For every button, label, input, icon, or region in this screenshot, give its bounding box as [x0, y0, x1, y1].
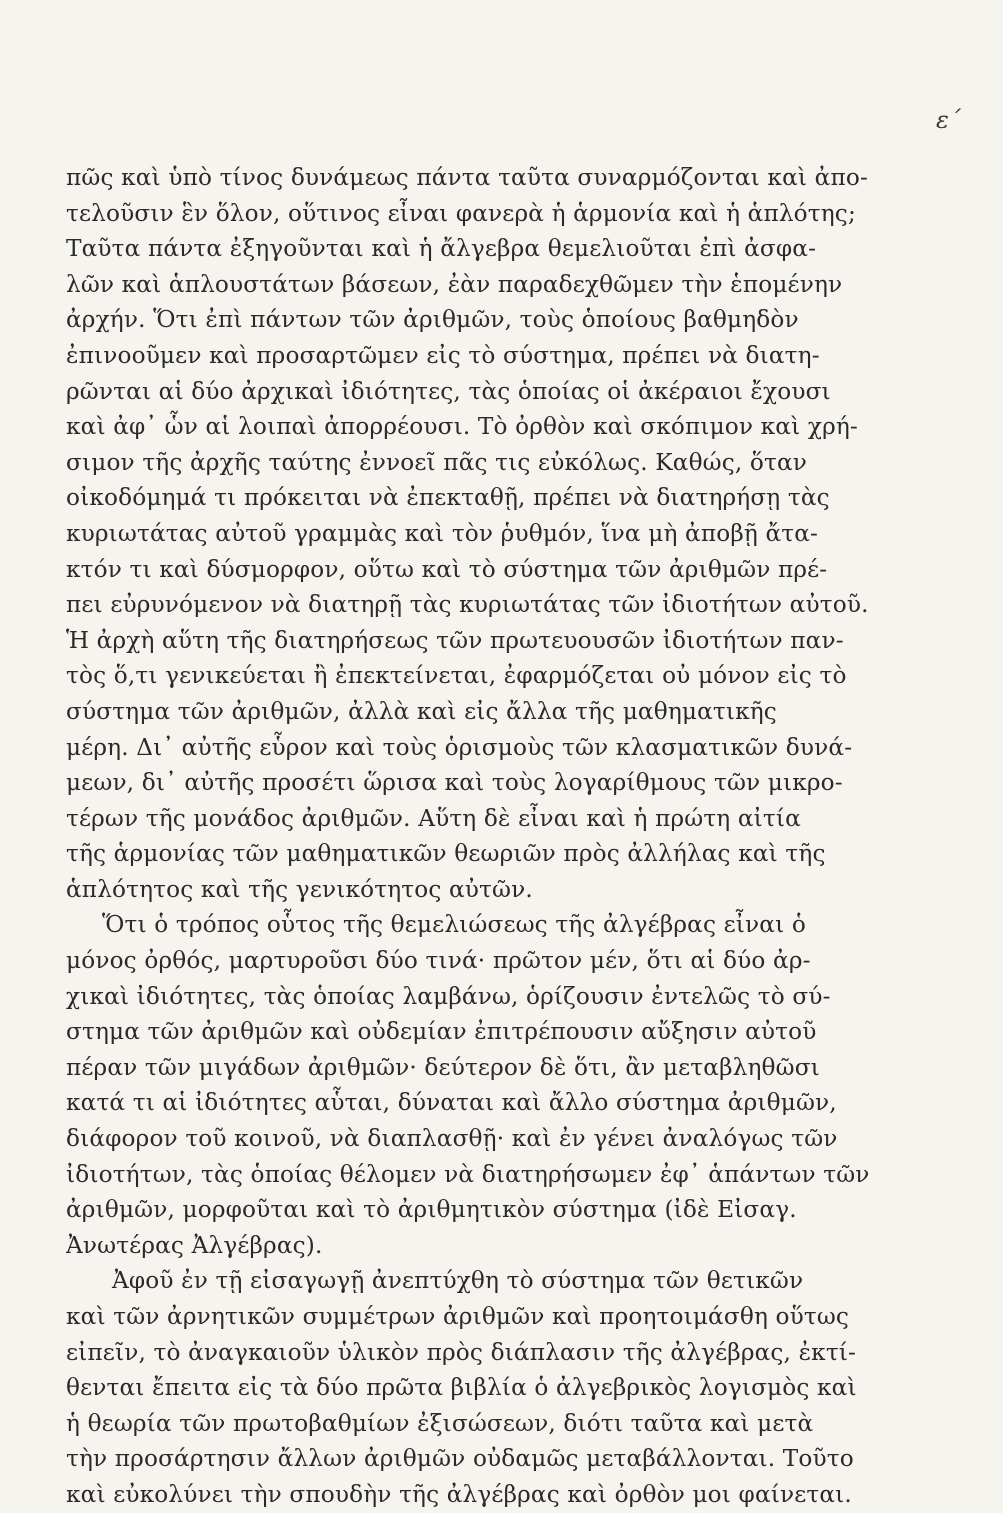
text-line: ρῶνται αἱ δύο ἀρχικαὶ ἰδιότητες, τὰς ὁποίας οἱ ἀκέραιοι ἔχουσι	[66, 377, 831, 405]
text-line: τελοῦσιν ἓν ὅλον, οὕτινος εἶναι φανερὰ ἡ ἁρμονία καὶ ἡ ἁπλότης;	[66, 199, 856, 227]
paragraph-start-line: Ἀφοῦ ἐν τῇ εἰσαγωγῇ ἀνεπτύχθη τὸ σύστημα τῶν θετικῶν	[112, 1267, 804, 1295]
text-line: οἰκοδόμημά τι πρόκειται νὰ ἐπεκταθῇ, πρέπει νὰ διατηρήσῃ τὰς	[66, 484, 830, 512]
text-line: κτόν τι καὶ δύσμορφον, οὕτω καὶ τὸ σύστημα τῶν ἀριθμῶν πρέ-	[66, 555, 828, 583]
text-line: ἰδιοτήτων, τὰς ὁποίας θέλομεν νὰ διατηρήσωμεν ἐφ᾽ ἁπάντων τῶν	[66, 1160, 870, 1188]
text-line: εἰπεῖν, τὸ ἀναγκαιοῦν ὑλικὸν πρὸς διάπλασιν τῆς ἀλγέβρας, ἐκτί-	[66, 1338, 857, 1366]
text-line: ἁπλότητος καὶ τῆς γενικότητος αὐτῶν.	[66, 875, 533, 903]
text-line: θενται ἔπειτα εἰς τὰ δύο πρῶτα βιβλία ὁ ἀλγεβρικὸς λογισμὸς καὶ	[66, 1374, 857, 1402]
text-line: ἡ θεωρία τῶν πρωτοβαθμίων ἐξισώσεων, διότι ταῦτα καὶ μετὰ	[66, 1409, 814, 1437]
text-line: κυριωτάτας αὐτοῦ γραμμὰς καὶ τὸν ῥυθμόν, ἵνα μὴ ἀποβῇ ἄτα-	[66, 519, 819, 547]
text-line: ἀρχήν. Ὅτι ἐπὶ πάντων τῶν ἀριθμῶν, τοὺς ὁποίους βαθμηδὸν	[66, 306, 799, 334]
text-line: χικαὶ ἰδιότητες, τὰς ὁποίας λαμβάνω, ὁρίζουσιν ἐντελῶς τὸ σύ-	[66, 982, 831, 1010]
text-line: τὸς ὅ,τι γενικεύεται ἢ ἐπεκτείνεται, ἐφαρμόζεται οὐ μόνον εἰς τὸ	[66, 662, 847, 690]
text-line: κατά τι αἱ ἰδιότητες αὗται, δύναται καὶ ἄλλο σύστημα ἀριθμῶν,	[66, 1089, 837, 1117]
text-line: πέραν τῶν μιγάδων ἀριθμῶν· δεύτερον δὲ ὅτι, ἂν μεταβληθῶσι	[66, 1053, 820, 1081]
text-line: τὴν προσάρτησιν ἄλλων ἀριθμῶν οὐδαμῶς μεταβάλλονται. Τοῦτο	[66, 1445, 854, 1473]
text-line: Ταῦτα πάντα ἐξηγοῦνται καὶ ἡ ἄλγεβρα θεμελιοῦται ἐπὶ ἀσφα-	[66, 235, 817, 263]
text-line: λῶν καὶ ἁπλουστάτων βάσεων, ἐὰν παραδεχθῶμεν τὴν ἑπομένην	[66, 270, 843, 298]
page-number: ε΄	[936, 106, 961, 134]
text-line: Ἀνωτέρας Ἀλγέβρας).	[66, 1231, 323, 1259]
text-line: πει εὐρυνόμενον νὰ διατηρῇ τὰς κυριωτάτας τῶν ἰδιοτήτων αὐτοῦ.	[66, 591, 869, 619]
text-line: μεων, δι᾽ αὐτῆς προσέτι ὥρισα καὶ τοὺς λογαρίθμους τῶν μικρο-	[66, 769, 843, 797]
text-line: σύστημα τῶν ἀριθμῶν, ἀλλὰ καὶ εἰς ἄλλα τῆς μαθηματικῆς	[66, 697, 777, 725]
text-line: διάφορον τοῦ κοινοῦ, νὰ διαπλασθῇ· καὶ ἐν γένει ἀναλόγως τῶν	[66, 1125, 838, 1153]
text-line: καὶ τῶν ἀρνητικῶν συμμέτρων ἀριθμῶν καὶ προητοιμάσθη οὕτως	[66, 1303, 850, 1330]
paragraph-start-line: Ὅτι ὁ τρόπος οὗτος τῆς θεμελιώσεως τῆς ἀλγέβρας εἶναι ὁ	[102, 911, 806, 939]
text-line: ἐπινοοῦμεν καὶ προσαρτῶμεν εἰς τὸ σύστημα, πρέπει νὰ διατη-	[66, 341, 820, 369]
text-line: τῆς ἁρμονίας τῶν μαθηματικῶν θεωριῶν πρὸς ἀλλήλας καὶ τῆς	[66, 840, 826, 868]
text-line: στημα τῶν ἀριθμῶν καὶ οὐδεμίαν ἐπιτρέπουσιν αὔξησιν αὐτοῦ	[66, 1018, 817, 1046]
text-line: καὶ εὐκολύνει τὴν σπουδὴν τῆς ἀλγέβρας καὶ ὀρθὸν μοι φαίνεται.	[66, 1480, 852, 1508]
text-line: Ἡ ἀρχὴ αὕτη τῆς διατηρήσεως τῶν πρωτευουσῶν ἰδιοτήτων παν-	[66, 626, 844, 654]
text-line: ἀριθμῶν, μορφοῦται καὶ τὸ ἀριθμητικὸν σύστημα (ἰδὲ Εἰσαγ.	[66, 1196, 797, 1224]
text-line: καὶ ἀφ᾽ ὧν αἱ λοιπαὶ ἀπορρέουσι. Τὸ ὀρθὸν καὶ σκόπιμον καὶ χρή-	[66, 413, 858, 441]
text-line: τέρων τῆς μονάδος ἀριθμῶν. Αὕτη δὲ εἶναι καὶ ἡ πρώτη αἰτία	[66, 804, 801, 832]
text-line: σιμον τῆς ἀρχῆς ταύτης ἐννοεῖ πᾶς τις εὐκόλως. Καθώς, ὅταν	[66, 448, 808, 476]
text-line: μέρη. Δι᾽ αὐτῆς εὗρον καὶ τοὺς ὁρισμοὺς τῶν κλασματικῶν δυνά-	[66, 733, 853, 761]
text-line: πῶς καὶ ὑπὸ τίνος δυνάμεως πάντα ταῦτα συναρμόζονται καὶ ἀπο-	[66, 164, 868, 191]
text-line: μόνος ὀρθός, μαρτυροῦσι δύο τινά· πρῶτον μέν, ὅτι αἱ δύο ἀρ-	[66, 947, 811, 975]
body-text	[66, 160, 896, 1513]
